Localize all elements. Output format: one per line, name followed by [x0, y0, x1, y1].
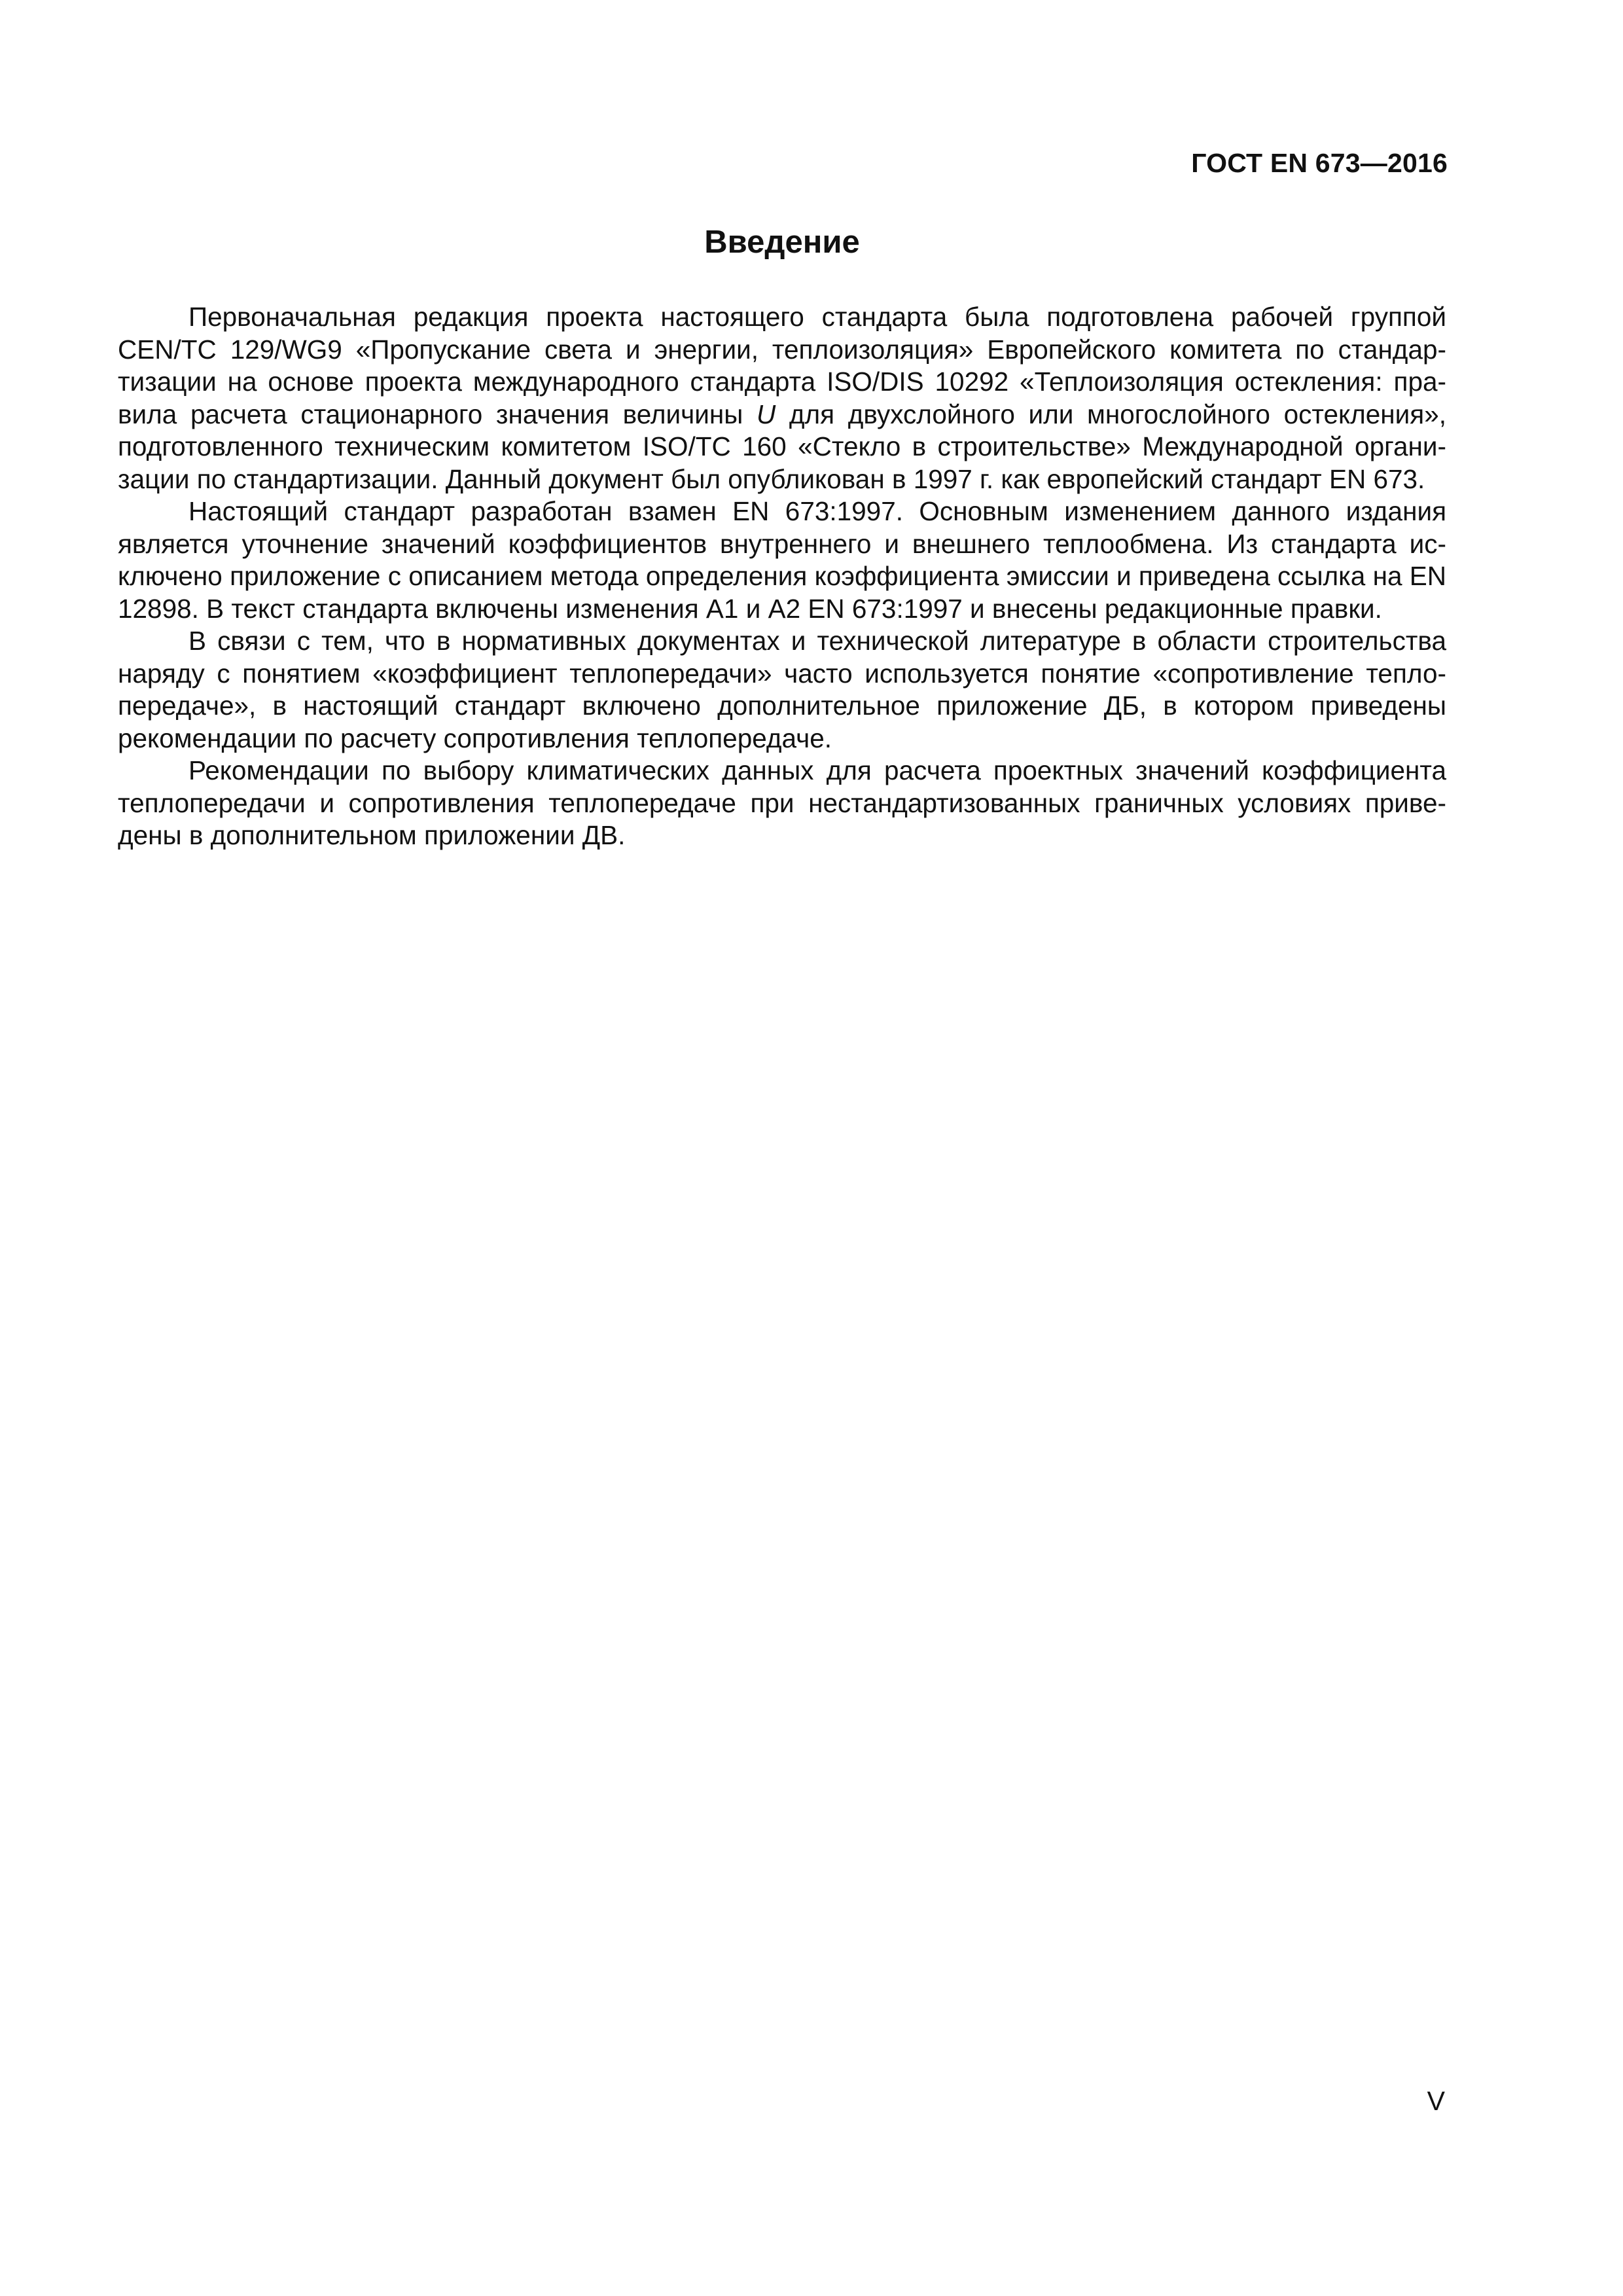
paragraph-2: Настоящий стандарт разработан взамен EN 673:1997. Основным изменением данного издания является уточнение значений коэффициентов внутреннего и внешнего теплообмена. Из стандарта исключено приложение с описанием метода определения коэффициента эмиссии и приведена ссылка на EN 12898. В текст стандарта включены изменения A1 и A2 EN 673:1997 и внесены редакционные правки. [118, 496, 1446, 624]
paragraph-1-part1: Первоначальная редакция проекта настоящего стандарта была подготовлена рабочей группой CEN/TC 129/WG9 «Пропускание света и энергии, теплоизоляция» Европейского комитета по стандартизации на основе проекта международного стандарта ISO/DIS 10292 «Теплоизоляция остекления: правила расчета стационарного значения величины [118, 302, 1446, 429]
paragraph-4: Рекомендации по выбору климатических данных для расчета проектных значений коэффициента теплопередачи и сопротивления теплопередаче при нестандартизованных граничных условиях приведены в дополнительном приложении ДВ. [118, 755, 1446, 850]
paragraph-1-italic-symbol: U [757, 399, 776, 429]
paragraph-1-part2: для двухслойного или многослойного остекления», подготовленного техническим комитетом ISO/TC 160 «Стекло в строительстве» Международной организации по стандартизации. Данный документ был опубликован в 1997 г. как европейский стандарт EN 673. [118, 399, 1446, 494]
introduction-body [118, 301, 1446, 852]
page-number: V [1427, 2086, 1445, 2116]
document-code-header: ГОСТ EN 673—2016 [1191, 148, 1448, 178]
section-title: Введение [704, 224, 860, 260]
paragraph-1 [118, 301, 1446, 495]
paragraph-3: В связи с тем, что в нормативных документах и технической литературе в области строительства наряду с понятием «коэффициент теплопередачи» часто используется понятие «сопротивление теплопередаче», в настоящий стандарт включено дополнительное приложение ДБ, в котором приведены рекомендации по расчету сопротивления теплопередаче. [118, 626, 1446, 753]
